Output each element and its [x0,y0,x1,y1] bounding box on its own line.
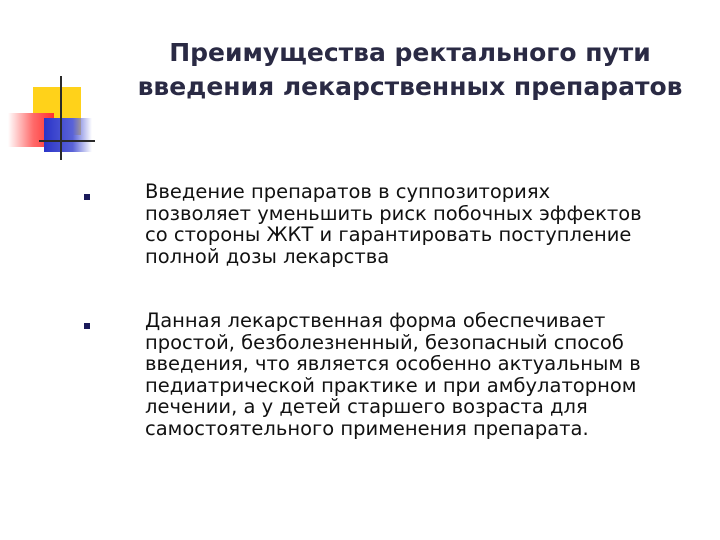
square-bullet-icon [84,323,90,329]
logo-blue-block [44,118,92,152]
slide-title: Преимущества ректального пути введения лекарственных препаратов [137,38,683,101]
list-item-text: Введение препаратов в суппозиториях позволяет уменьшить риск побочных эффектов со стороны ЖКТ и гарантировать поступление полной дозы лекарства [145,180,642,268]
square-bullet-icon [84,194,90,200]
decorative-logo [0,0,110,170]
logo-horizontal-line [39,140,95,142]
list-item-text: Данная лекарственная форма обеспечивает простой, безболезненный, безопасный способ введения, что является особенно актуальным в педиатрической практике и при амбулаторном лечении, а у детей старшего возраста для самостоятельного применения препарата. [145,309,641,440]
logo-vertical-line [60,76,62,160]
